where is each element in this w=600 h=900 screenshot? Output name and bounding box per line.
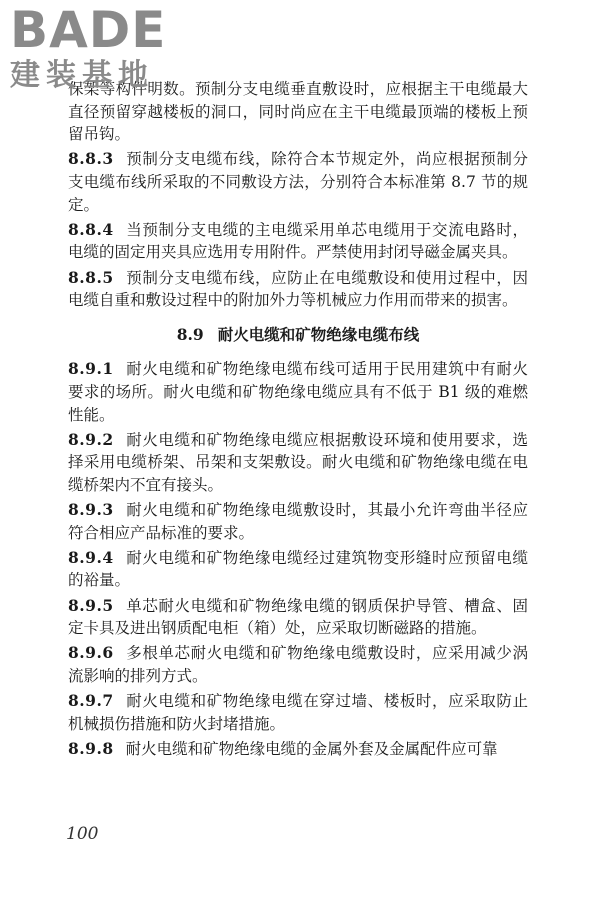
clause-8-9-6 bbox=[68, 642, 528, 687]
clause-number: 8.9.1 bbox=[68, 359, 114, 379]
clause-text: 耐火电缆和矿物绝缘电缆敷设时，其最小允许弯曲半径应符合相应产品标准的要求。 bbox=[68, 501, 528, 542]
clause-number: 8.9.6 bbox=[68, 643, 114, 663]
clause-8-9-2 bbox=[68, 429, 528, 497]
page-body bbox=[68, 78, 528, 763]
clause-text: 耐火电缆和矿物绝缘电缆应根据敷设环境和使用要求，选择采用电缆桥架、吊架和支架敷设。耐火电缆和矿物绝缘电缆在电缆桥架内不宜有接头。 bbox=[68, 430, 528, 494]
clause-number: 8.9.3 bbox=[68, 500, 114, 520]
clause-8-9-5 bbox=[68, 595, 528, 640]
clause-number: 8.8.4 bbox=[68, 219, 114, 239]
clause-text: 预制分支电缆布线，除符合本节规定外，尚应根据预制分支电缆布线所采取的不同敷设方法，分别符合本标准第 8.7 节的规定。 bbox=[68, 150, 528, 214]
clause-text: 当预制分支电缆的主电缆采用单芯电缆用于交流电路时，电缆的固定用夹具应选用专用附件。严禁使用封闭导磁金属夹具。 bbox=[68, 220, 528, 262]
clause-text: 耐火电缆和矿物绝缘电缆布线可适用于民用建筑中有耐火要求的场所。耐火电缆和矿物绝缘电缆应具有不低于 B1 级的难燃性能。 bbox=[68, 360, 528, 424]
clause-number: 8.9.5 bbox=[68, 595, 114, 615]
clause-8-9-7 bbox=[68, 690, 528, 735]
paragraph-text: 保架等构件明数。预制分支电缆垂直敷设时，应根据主干电缆最大直径预留穿越楼板的洞口，同时尚应在主干电缆最顶端的楼板上预留吊钩。 bbox=[68, 80, 528, 144]
clause-8-9-3 bbox=[68, 499, 528, 544]
section-heading bbox=[68, 324, 528, 347]
clause-8-9-1 bbox=[68, 358, 528, 426]
clause-number: 8.8.3 bbox=[68, 149, 114, 169]
clause-8-8-5 bbox=[68, 267, 528, 312]
section-title: 耐火电缆和矿物绝缘电缆布线 bbox=[217, 324, 420, 344]
clause-8-8-3 bbox=[68, 148, 528, 216]
clause-text: 耐火电缆和矿物绝缘电缆经过建筑物变形缝时应预留电缆的裕量。 bbox=[68, 548, 528, 590]
clause-text: 单芯耐火电缆和矿物绝缘电缆的钢质保护导管、槽盒、固定卡具及进出钢质配电柜（箱）处，应采取切断磁路的措施。 bbox=[68, 596, 528, 638]
clause-text: 预制分支电缆布线，应防止在电缆敷设和使用过程中，因电缆自重和敷设过程中的附加外力等机械应力作用而带来的损害。 bbox=[68, 268, 528, 310]
clause-8-8-4 bbox=[68, 219, 528, 264]
clause-number: 8.9.7 bbox=[68, 691, 114, 711]
watermark-latin: BADE bbox=[10, 1, 167, 59]
clause-8-9-4 bbox=[68, 547, 528, 592]
clause-number: 8.9.2 bbox=[68, 429, 114, 449]
section-number: 8.9 bbox=[176, 324, 204, 344]
clause-number: 8.8.5 bbox=[68, 267, 114, 287]
clause-text: 耐火电缆和矿物绝缘电缆的金属外套及金属配件应可靠 bbox=[125, 739, 498, 758]
page-number: 100 bbox=[66, 824, 99, 844]
watermark-logo bbox=[8, 1, 178, 96]
clause-number: 8.9.4 bbox=[68, 547, 114, 567]
watermark-cjk: 建装基地 bbox=[10, 58, 154, 93]
clause-text: 多根单芯耐火电缆和矿物绝缘电缆敷设时，应采用减少涡流影响的排列方式。 bbox=[68, 644, 528, 685]
clause-8-9-8 bbox=[68, 738, 528, 761]
clause-number: 8.9.8 bbox=[68, 738, 114, 758]
clause-text: 耐火电缆和矿物绝缘电缆在穿过墙、楼板时，应采取防止机械损伤措施和防火封堵措施。 bbox=[68, 692, 528, 733]
